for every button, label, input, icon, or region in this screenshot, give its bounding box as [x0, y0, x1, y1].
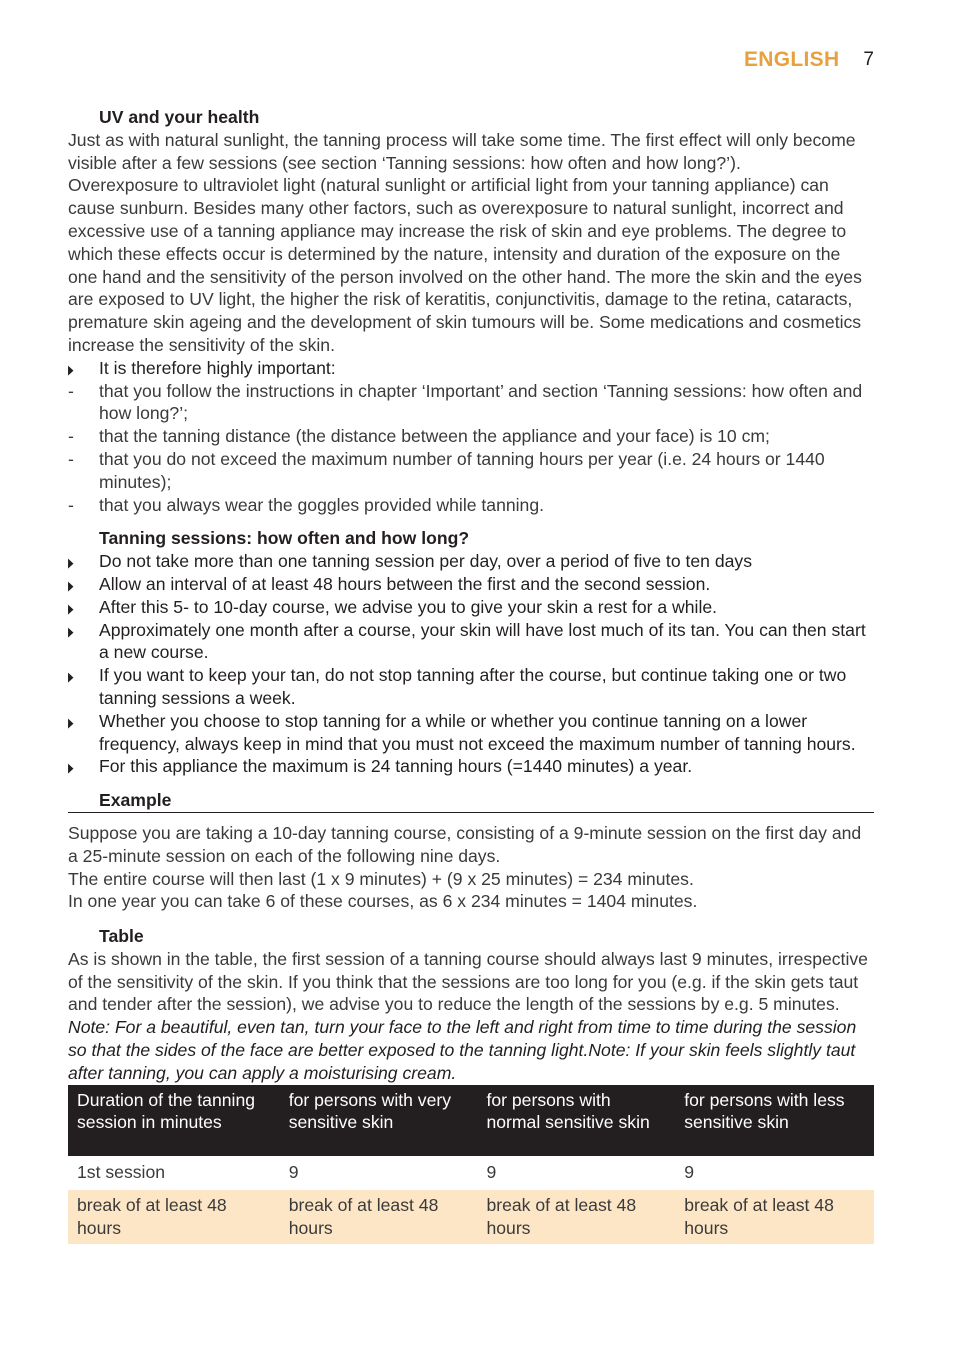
dash-icon: - [68, 380, 74, 401]
list-item [68, 710, 874, 756]
list-item [68, 664, 874, 710]
list-item [68, 550, 874, 573]
bullet-triangle-icon: ▶ [68, 577, 74, 593]
page-number: 7 [863, 49, 874, 70]
table-header-cell: for persons with less sensitive skin [675, 1085, 874, 1157]
table-header-cell: for persons with normal sensitive skin [477, 1085, 675, 1157]
bullet-triangle-icon: ▶ [68, 555, 74, 571]
dash-text: that you do not exceed the maximum number of tanning hours per year (i.e. 24 hours or 1440 minutes); [99, 448, 825, 492]
page-header [744, 44, 874, 76]
list-item [68, 596, 874, 619]
table-cell: 9 [684, 1162, 695, 1183]
dash-text: that you always wear the goggles provided while tanning. [99, 494, 545, 515]
uv-paragraph-1: Just as with natural sunlight, the tanning process will take some time. The first effect will only become visible after a few sessions (see section ‘Tanning sessions: how often and how long?’). [68, 129, 856, 173]
table-header-row [68, 1085, 874, 1157]
uv-list [68, 357, 874, 517]
example-line-3: In one year you can take 6 of these courses, as 6 x 234 minutes = 1404 minutes. [68, 891, 698, 912]
heading-tanning-sessions: Tanning sessions: how often and how long? [99, 528, 470, 549]
table-row [68, 1190, 874, 1244]
heading-uv-health: UV and your health [99, 107, 260, 127]
uv-paragraph-2: Overexposure to ultraviolet light (natural sunlight or artificial light from your tanning appliance) can cause sunburn. Besides many other factors, such as overexposure to natural sunlight, incorrect and excessive use of a tanning appliance may increase the risk of skin and eye problems. The degree to which these effects occur is determined by the nature, intensity and duration of the exposure on the one hand and the sensitivity of the person involved on the other hand. The more the skin and the eyes are exposed to UV light, the higher the risk of keratitis, conjunctivitis, damage to the retina, cataracts, premature skin ageing and the development of skin tumours will be. Some medications and cosmetics increase the sensitivity of the skin. [68, 175, 862, 355]
sessions-list [68, 550, 874, 778]
list-item [68, 425, 874, 448]
table-cell: 1st session [77, 1162, 166, 1183]
tanning-table [68, 1085, 874, 1244]
list-item [68, 494, 874, 517]
language-label: ENGLISH [743, 48, 840, 71]
dash-icon: - [68, 448, 74, 469]
list-item [68, 448, 874, 494]
bullet-text: Allow an interval of at least 48 hours between the first and the second session. [99, 573, 711, 594]
bullet-text: Approximately one month after a course, your skin will have lost much of its tan. You can then start a new course. [99, 619, 866, 663]
table-cell: break of at least 48 hours [68, 1190, 280, 1244]
bullet-text: After this 5- to 10-day course, we advise you to give your skin a rest for a while. [99, 596, 718, 617]
bullet-text: For this appliance the maximum is 24 tanning hours (=1440 minutes) a year. [99, 756, 693, 777]
dash-text: that you follow the instructions in chapter ‘Important’ and section ‘Tanning sessions: how often and how long?’; [99, 380, 863, 424]
list-item [68, 755, 874, 778]
page-content [68, 106, 874, 1244]
bullet-triangle-icon: ▶ [68, 600, 74, 616]
table-intro-paragraph: As is shown in the table, the first session of a tanning course should always last 9 minutes, irrespective of the sensitivity of the skin. If you think that the sessions are too long for you (e.g. if the skin gets taut and tender after the session), we advise you to reduce the length of the sessions by e.g. 5 minutes. [68, 948, 868, 1015]
heading-table: Table [99, 926, 144, 947]
list-item [68, 380, 874, 426]
bullet-text: Do not take more than one tanning session per day, over a period of five to ten days [99, 551, 752, 572]
table-header-cell: Duration of the tanning session in minutes [68, 1085, 280, 1157]
example-line-1: Suppose you are taking a 10-day tanning course, consisting of a 9-minute session on the first day and a 25-minute session on each of the following nine days. [68, 822, 862, 866]
dash-icon: - [68, 426, 74, 447]
note-text: Note: For a beautiful, even tan, turn your face to the left and right from time to time during the session so that the sides of the face are better exposed to the tanning light.Note: If your skin feels slightly taut after tanning, you can apply a moisturising cream. [68, 1017, 857, 1083]
bullet-text: If you want to keep your tan, do not stop tanning after the course, but continue taking one or two tanning sessions a week. [99, 665, 847, 708]
list-item [68, 573, 874, 596]
table-cell: break of at least 48 hours [280, 1190, 478, 1244]
example-line-2: The entire course will then last (1 x 9 minutes) + (9 x 25 minutes) = 234 minutes. [68, 868, 694, 889]
dash-icon: - [68, 494, 74, 515]
bullet-text: It is therefore highly important: [99, 357, 336, 378]
table-cell: break of at least 48 hours [675, 1190, 874, 1244]
bullet-triangle-icon: ▶ [68, 760, 74, 776]
dash-text: that the tanning distance (the distance between the appliance and your face) is 10 cm; [99, 426, 770, 447]
table-cell: 9 [486, 1162, 497, 1183]
bullet-triangle-icon: ▶ [68, 361, 74, 377]
heading-example: Example [68, 789, 874, 813]
bullet-triangle-icon: ▶ [68, 669, 74, 685]
bullet-triangle-icon: ▶ [68, 714, 74, 730]
table-row [68, 1156, 874, 1190]
list-item [68, 619, 874, 665]
bullet-text: Whether you choose to stop tanning for a while or whether you continue tanning on a lower frequency, always keep in mind that you must not exceed the maximum number of tanning hours. [99, 710, 856, 754]
table-header-cell: for persons with very sensitive skin [280, 1085, 478, 1157]
bullet-triangle-icon: ▶ [68, 623, 74, 639]
table-cell: 9 [288, 1162, 299, 1183]
table-cell: break of at least 48 hours [477, 1190, 675, 1244]
list-item [68, 357, 874, 380]
